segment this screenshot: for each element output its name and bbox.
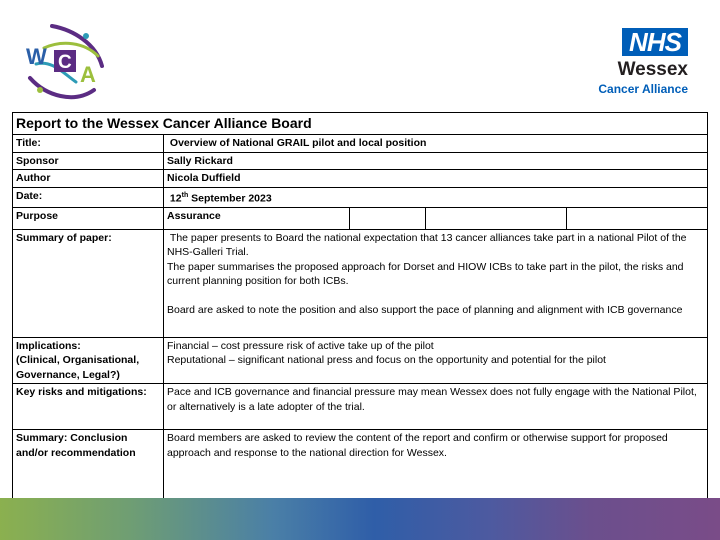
nhs-badge: NHS bbox=[622, 28, 688, 56]
key-risks-label: Key risks and mitigations: bbox=[13, 384, 164, 430]
summary-paragraph-3: Board are asked to note the position and also support the pace of planning and alignment with ICB governance bbox=[167, 304, 683, 316]
sponsor-value: Sally Rickard bbox=[164, 152, 708, 170]
wca-letter-w: W bbox=[26, 44, 47, 69]
implications-reputational: Reputational – significant national press and focus on the opportunity and potential for the pilot bbox=[167, 354, 606, 366]
report-header-row bbox=[13, 113, 708, 135]
nhs-org-subtitle: Cancer Alliance bbox=[598, 82, 688, 96]
wca-letter-a: A bbox=[80, 62, 96, 87]
author-value: Nicola Duffield bbox=[164, 170, 708, 188]
purpose-empty-cell bbox=[567, 207, 708, 229]
purpose-label: Purpose bbox=[13, 207, 164, 229]
summary-value bbox=[164, 229, 708, 337]
row-implications bbox=[13, 337, 708, 384]
row-author bbox=[13, 170, 708, 188]
date-day: 12 bbox=[167, 192, 182, 204]
author-label: Author bbox=[13, 170, 164, 188]
summary-paragraph-2: The paper summarises the proposed approach for Dorset and HIOW ICBs to take part in the pilot, the risks and current planning position for both ICBs. bbox=[167, 260, 684, 287]
conclusion-value: Board members are asked to review the content of the report and confirm or otherwise support for proposed approach and response to the national direction for Wessex. bbox=[164, 430, 708, 500]
sponsor-label: Sponsor bbox=[13, 152, 164, 170]
row-title bbox=[13, 135, 708, 153]
date-value bbox=[164, 187, 708, 207]
wca-logo bbox=[22, 20, 112, 106]
date-month-year: September 2023 bbox=[188, 192, 272, 204]
implications-value bbox=[164, 337, 708, 384]
purpose-empty-cell bbox=[426, 207, 567, 229]
wca-emblem-icon bbox=[22, 20, 112, 106]
row-sponsor bbox=[13, 152, 708, 170]
nhs-wessex-logo bbox=[594, 26, 694, 98]
title-value: Overview of National GRAIL pilot and local position bbox=[164, 135, 708, 153]
implications-label-main: Implications: bbox=[16, 339, 81, 352]
report-table bbox=[12, 112, 708, 500]
purpose-empty-cell bbox=[350, 207, 426, 229]
row-date bbox=[13, 187, 708, 207]
row-key-risks bbox=[13, 384, 708, 430]
footer-gradient-band bbox=[0, 498, 720, 540]
date-ordinal: th bbox=[181, 191, 189, 199]
nhs-org-name: Wessex bbox=[617, 59, 688, 80]
title-label: Title: bbox=[13, 135, 164, 153]
report-header: Report to the Wessex Cancer Alliance Board bbox=[13, 113, 708, 135]
date-label: Date: bbox=[13, 187, 164, 207]
purpose-value: Assurance bbox=[164, 207, 350, 229]
row-purpose bbox=[13, 207, 708, 229]
key-risks-value: Pace and ICB governance and financial pressure may mean Wessex does not fully engage with the National Pilot, or alternatively is a late adopter of the trial. bbox=[164, 384, 708, 430]
summary-label: Summary of paper: bbox=[13, 229, 164, 337]
implications-label bbox=[13, 337, 164, 384]
implications-financial: Financial – cost pressure risk of active take up of the pilot bbox=[167, 339, 434, 352]
wca-letter-c: C bbox=[58, 52, 72, 73]
conclusion-label: Summary: Conclusion and/or recommendation bbox=[13, 430, 164, 500]
summary-paragraph-1: The paper presents to Board the national expectation that 13 cancer alliances take part in a national Pilot of the NHS-Galleri Trial. bbox=[167, 231, 690, 258]
row-conclusion bbox=[13, 430, 708, 500]
row-summary bbox=[13, 229, 708, 337]
implications-label-sub: (Clinical, Organisational, Governance, Legal?) bbox=[16, 354, 140, 381]
